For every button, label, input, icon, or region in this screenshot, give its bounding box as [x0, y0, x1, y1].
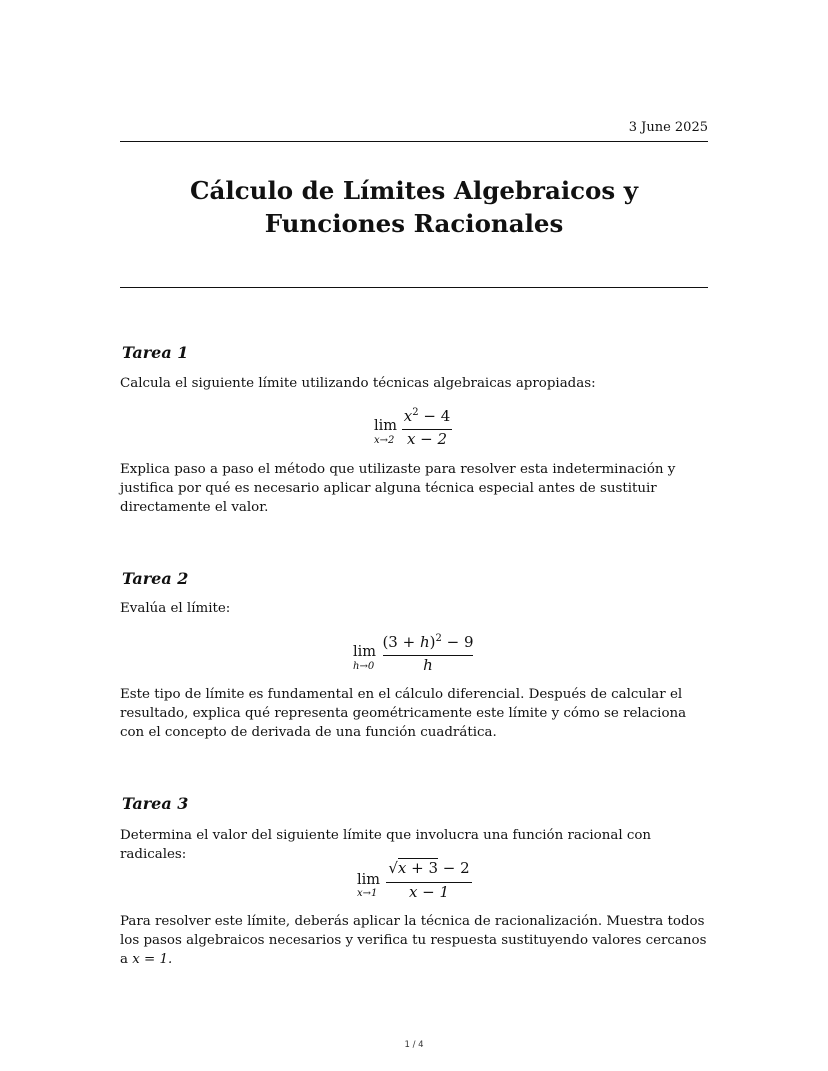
task-3-body-text: Para resolver este límite, deberás aplicar la técnica de racionalización. Muestra todos los pasos algebraicos necesarios y verifica tu respuesta sustituyendo valores cercanos a — [120, 914, 707, 967]
task-2-body: Este tipo de límite es fundamental en el cálculo diferencial. Después de calcular el resultado, explica qué representa geométricamente este límite y cómo se relaciona con el concepto de derivada de una función cuadrática. — [120, 687, 687, 740]
task-1-intro: Calcula el siguiente límite utilizando técnicas algebraicas apropiadas: — [120, 376, 596, 391]
task-2-intro: Evalúa el límite: — [120, 601, 231, 616]
fraction-numerator: √x + 3 − 2 — [388, 859, 470, 877]
task-1-heading: Tarea 1 — [122, 343, 189, 362]
task-3-intro: Determina el valor del siguiente límite que involucra una función racional con radicales: — [120, 828, 652, 862]
task-3-inline-math: x = 1. — [132, 952, 173, 967]
fraction-numerator: $(3 + h)^2 - 9$ — [382, 633, 474, 651]
fraction-denominator: x − 2 — [406, 430, 448, 448]
limit-subscript: h→0 — [353, 661, 375, 672]
limit-operator: lim — [353, 644, 377, 660]
limit-subscript: x→2 — [374, 435, 395, 446]
task-3-body — [120, 912, 712, 969]
limit-subscript: x→1 — [357, 888, 378, 899]
document-title: Cálculo de Límites Algebraicos y Funciones Racionales — [190, 176, 638, 238]
task-2-formula — [0, 631, 828, 681]
limit-operator: lim — [357, 872, 381, 888]
task-1-formula — [0, 405, 828, 455]
fraction-denominator: h — [423, 656, 433, 674]
header-rule — [120, 141, 708, 142]
document-date: 3 June 2025 — [628, 120, 708, 135]
task-1-body: Explica paso a paso el método que utilizaste para resolver esta indeterminación y justifica por qué es necesario aplicar alguna técnica especial antes de sustituir directamente el valor. — [120, 462, 676, 515]
task-2-heading: Tarea 2 — [122, 569, 189, 588]
title-rule — [120, 287, 708, 288]
fraction-denominator: x − 1 — [408, 883, 450, 901]
task-3-formula — [0, 857, 828, 907]
page-number: 1 / 4 — [404, 1040, 424, 1050]
task-3-heading: Tarea 3 — [122, 794, 189, 813]
limit-operator: lim — [374, 418, 398, 434]
fraction-numerator: $x^2 - 4$ — [403, 407, 451, 425]
